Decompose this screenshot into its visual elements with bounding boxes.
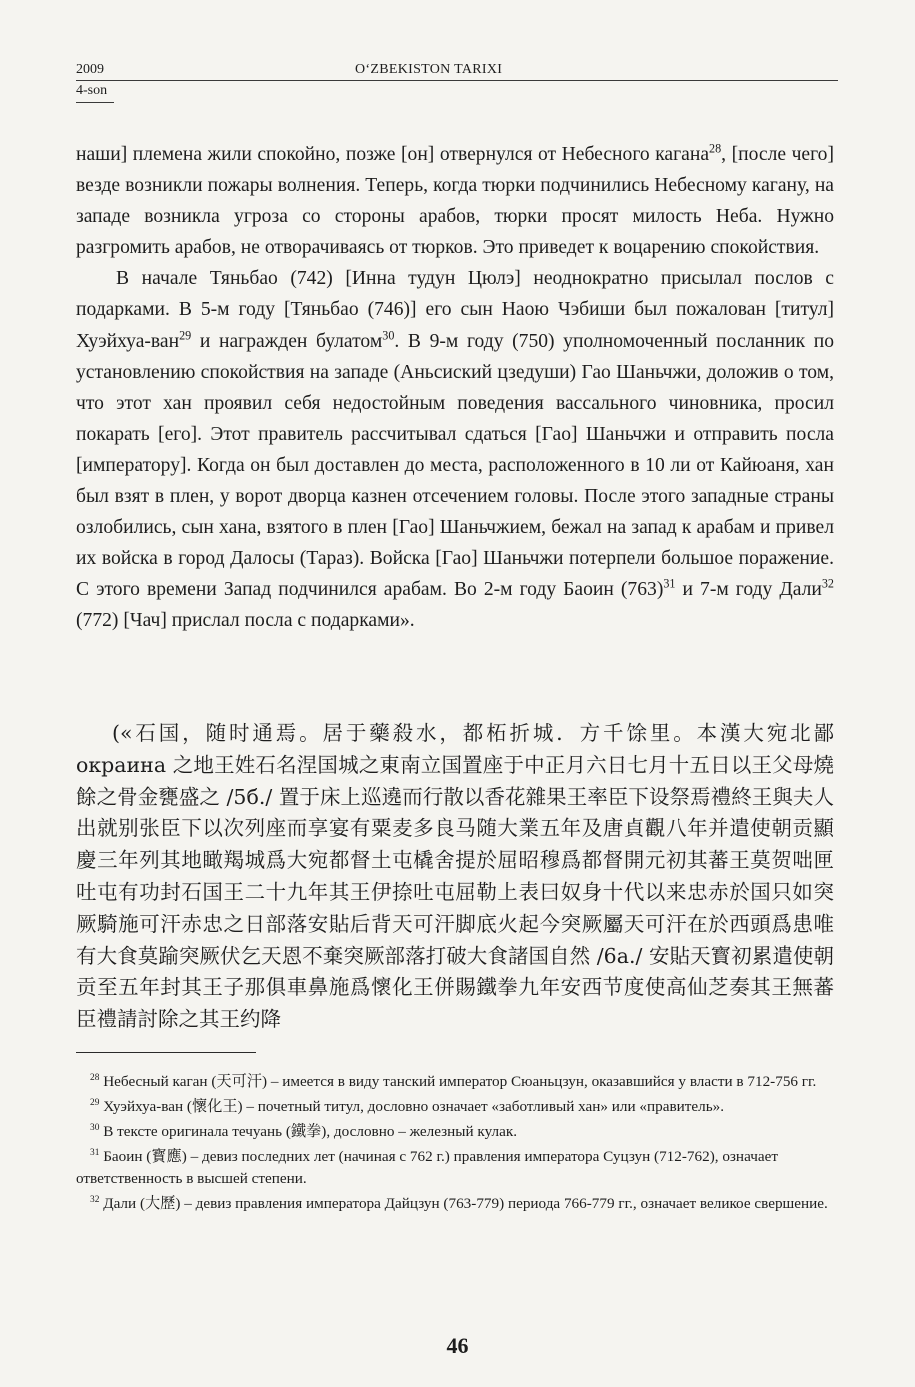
- header-issue: 4-son: [76, 83, 108, 98]
- footnote-text: Хуэйхуа-ван (懷化王) – почетный титул, дословно означает «заботливый хан» или «правитель».: [103, 1098, 725, 1115]
- paragraph-2: [76, 263, 834, 636]
- p2-text-d: и 7-м году Дали: [675, 579, 822, 601]
- p2-text-c: . В 9-м году (750) уполномоченный посланник по установлению спокойствия на западе (Аньсиский цзедуши) Гао Шаньчжи, доложив о том, что этот хан проявил себя недостойным поведения вассального чиновника, просил покарать [его]. Этот правитель рассчитывал сдаться [Гао] Шаньчжи и отправить посла [императору]. Когда он был доставлен до места, расположенного в 10 ли от Кайюаня, хан был взят в плен, у ворот дворца казнен отсечением головы. После этого западные страны озлобились, сын хана, взятого в плен [Гао] Шаньчжием, бежал на запад к арабам и привел их войска в город Далосы (Тараз). Войска [Гао] Шаньчжи потерпели большое поражение. С этого времени Запад подчинился арабам. Во 2-м году Баоин (763): [76, 330, 834, 601]
- footnote-divider: [76, 1052, 256, 1053]
- p2-text-b: и награжден булатом: [191, 330, 383, 352]
- footnote-ref-31: 31: [663, 576, 676, 591]
- footnote-32: [76, 1193, 834, 1215]
- footnote-text: В тексте оригинала течуань (鐵拳), дословно – железный кулак.: [103, 1123, 517, 1140]
- body-text: [76, 139, 834, 637]
- p1-text-a: наши] племена жили спокойно, позже [он] отвернулся от Небесного кагана: [76, 144, 710, 165]
- footnote-ref-32: 32: [821, 576, 834, 591]
- p2-text-e: (772) [Чач] прислал посла с подарками».: [76, 610, 415, 632]
- footnote-ref-30: 30: [382, 328, 395, 343]
- footnote-ref-29: 29: [179, 328, 192, 343]
- p2-text-a: В начале Тяньбао (742) [Инна тудун Цюлэ] неоднократно присылал послов с подарками. В 5-м году [Тяньбао (746)] его сын Наою Чэбиши был пожалован [титул] Хуэйхуа-ван: [76, 268, 834, 352]
- footnote-text: Баоин (寳應) – девиз последних лет (начиная с 762 г.) правления императора Суцзун (712-762), означает ответственность в высшей степени.: [76, 1148, 778, 1187]
- footnote-31: [76, 1146, 834, 1190]
- paragraph-1: [76, 139, 834, 263]
- footnote-28: [76, 1071, 834, 1093]
- header-rule: [76, 80, 838, 81]
- footnote-number: 32: [90, 1194, 100, 1205]
- footnote-text: Дали (大歷) – девиз правления императора Дайцзун (763-779) периода 766-779 гг., означает великое свершение.: [103, 1195, 828, 1212]
- footnote-text: Небесный каган (天可汗) – имеется в виду танский император Сюаньцзун, оказавшийся у власти в 712-756 гг.: [103, 1073, 817, 1090]
- header-journal-title: O‘ZBEKISTON TARIXI: [355, 62, 503, 77]
- page-number: 46: [446, 1333, 469, 1358]
- footnote-number: 28: [90, 1072, 100, 1083]
- footnote-number: 29: [90, 1097, 100, 1108]
- footnote-number: 31: [90, 1147, 100, 1158]
- footnotes: [76, 1071, 834, 1218]
- p1-text-b: , [после чего] везде возникли пожары волнения. Теперь, когда тюрки подчинились Небесному кагану, на западе возникла угроза со стороны арабов, тюрки просят милость Неба. Нужно разгромить арабов, не отворачиваясь от тюрков. Это приведет к воцарению спокойствия.: [76, 144, 834, 259]
- header-year: 2009: [76, 62, 104, 77]
- chinese-source-text: [76, 718, 834, 1036]
- footnote-number: 30: [90, 1122, 100, 1133]
- footnote-30: [76, 1121, 834, 1143]
- footnote-ref-28: 28: [709, 141, 722, 156]
- chinese-paragraph: («石国，随时通焉。居于藥殺水，都柘折城．方千馀里。本漢大宛北鄙 окраина 之地王姓石名涅国城之東南立国置座于中正月六日七月十五日以王父母燒餘之骨金甕盛之 /5б./ 置于床上巡遶而行散以香花雜果王率臣下设祭焉禮終王與夫人出就别张臣下以次列座而享宴有粟麦多良马随大業五年及唐貞觀八年并遣使朝贡顯慶三年列其地瞰羯城爲大宛都督土屯橇舍提於屈昭穆爲都督開元初其蕃王莫贺咄匣吐屯有功封石国王二十九年其王伊捺吐屯屈勒上表曰奴身十代以来忠赤於国只如突厥騎施可汗赤忠之日部落安貼后背天可汗脚底火起今突厥屬天可汗在於西頭爲患唯有大食莫踰突厥伏乞天恩不棄突厥部落打破大食諸国自然 /6а./ 安貼天寳初累遣使朝贡至五年封其王子那俱車鼻施爲懷化王併賜鐵拳九年安西节度使高仙芝奏其王無蕃臣禮請討除之其王约降: [76, 721, 834, 1032]
- footnote-29: [76, 1096, 834, 1118]
- header-issue-rule: [76, 102, 114, 103]
